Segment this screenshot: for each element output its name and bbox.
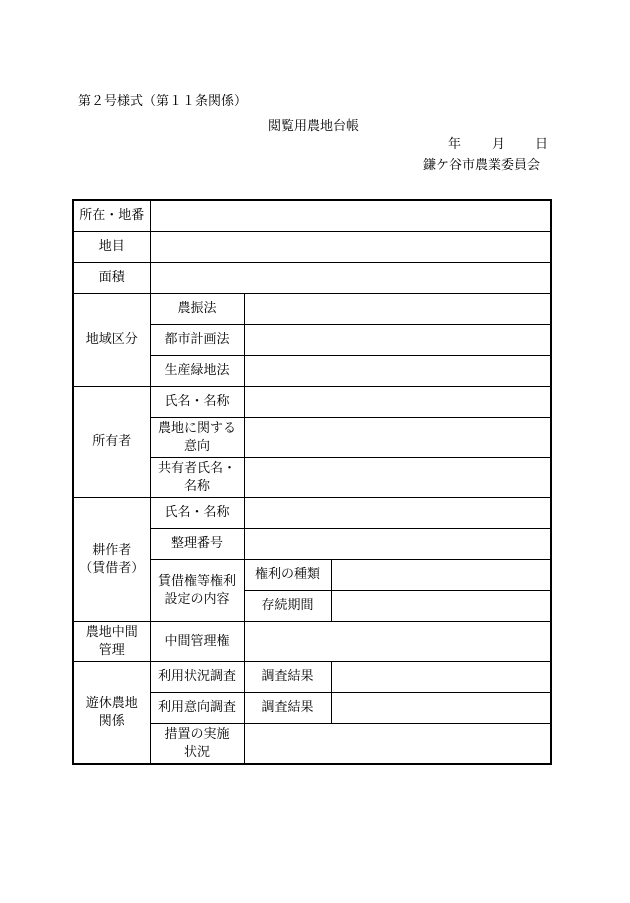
owner-name-label: 氏名・名称: [150, 387, 244, 418]
co-owner-line-2: 名称: [183, 478, 210, 494]
measures-line-2: 状況: [183, 744, 210, 760]
city-planning-value[interactable]: [244, 325, 551, 356]
zoning-label: 地域区分: [73, 294, 150, 387]
co-owner-label: [150, 458, 244, 498]
reference-number-label: 整理番号: [150, 529, 244, 560]
intermediary-right-label: 中間管理権: [150, 622, 244, 662]
lease-content-line-2: 設定の内容: [164, 591, 230, 607]
green-farmland-value[interactable]: [244, 356, 551, 387]
measures-label: [150, 724, 244, 765]
cultivator-label: [73, 498, 150, 622]
intention-survey-label: 利用意向調査: [150, 693, 244, 724]
intermediary-line-1: 農地中間: [85, 624, 138, 640]
right-type-value[interactable]: [331, 560, 551, 591]
committee-name: 鎌ケ谷市農業委員会: [423, 158, 541, 173]
green-farmland-label: 生産緑地法: [150, 356, 244, 387]
agri-promotion-label: 農振法: [150, 294, 244, 325]
lease-content-label: [150, 560, 244, 622]
city-planning-label: 都市計画法: [150, 325, 244, 356]
owner-intention-line-1: 農地に関する: [157, 420, 236, 436]
intention-survey-result-value[interactable]: [331, 693, 551, 724]
co-owner-line-1: 共有者氏名・: [157, 460, 236, 476]
form-title: 閲覧用農地台帳: [268, 119, 360, 134]
table-row: [73, 294, 551, 325]
cultivator-line-1: 耕作者: [92, 542, 132, 558]
table-row: [73, 387, 551, 418]
cultivator-line-2: （賃借者）: [79, 560, 145, 576]
location-label: 所在・地番: [73, 200, 150, 232]
idle-farmland-line-1: 遊休農地: [85, 695, 138, 711]
reference-number-value[interactable]: [244, 529, 551, 560]
co-owner-value[interactable]: [244, 458, 551, 498]
table-row: [73, 498, 551, 529]
usage-survey-label: 利用状況調査: [150, 662, 244, 693]
owner-label: 所有者: [73, 387, 150, 498]
date-year-label: 年: [448, 137, 462, 152]
area-label: 面積: [73, 263, 150, 294]
land-category-label: 地目: [73, 232, 150, 263]
date-month-label: 月: [492, 137, 506, 152]
duration-value[interactable]: [331, 591, 551, 622]
form-number: 第２号様式（第１１条関係）: [78, 94, 248, 109]
land-category-value[interactable]: [150, 232, 551, 263]
usage-survey-result-value[interactable]: [331, 662, 551, 693]
intermediary-right-value[interactable]: [244, 622, 551, 662]
farmland-register-table: [72, 199, 552, 765]
measures-line-1: 措置の実施: [164, 726, 230, 742]
table-row: [73, 263, 551, 294]
intermediary-line-2: 管理: [98, 642, 125, 658]
intermediary-label: [73, 622, 150, 662]
area-value[interactable]: [150, 263, 551, 294]
right-type-label: 権利の種類: [244, 560, 331, 591]
cultivator-name-label: 氏名・名称: [150, 498, 244, 529]
table-row: [73, 200, 551, 232]
table-row: [73, 662, 551, 693]
owner-name-value[interactable]: [244, 387, 551, 418]
owner-intention-label: [150, 418, 244, 458]
owner-intention-line-2: 意向: [183, 438, 210, 454]
cultivator-name-value[interactable]: [244, 498, 551, 529]
idle-farmland-line-2: 関係: [98, 713, 125, 729]
measures-value[interactable]: [244, 724, 551, 765]
table-row: [73, 622, 551, 662]
intention-survey-result-label: 調査結果: [244, 693, 331, 724]
date-day-label: 日: [535, 137, 549, 152]
table-row: [73, 232, 551, 263]
lease-content-line-1: 賃借権等権利: [157, 573, 236, 589]
owner-intention-value[interactable]: [244, 418, 551, 458]
idle-farmland-label: [73, 662, 150, 765]
agri-promotion-value[interactable]: [244, 294, 551, 325]
usage-survey-result-label: 調査結果: [244, 662, 331, 693]
duration-label: 存続期間: [244, 591, 331, 622]
location-value[interactable]: [150, 200, 551, 232]
